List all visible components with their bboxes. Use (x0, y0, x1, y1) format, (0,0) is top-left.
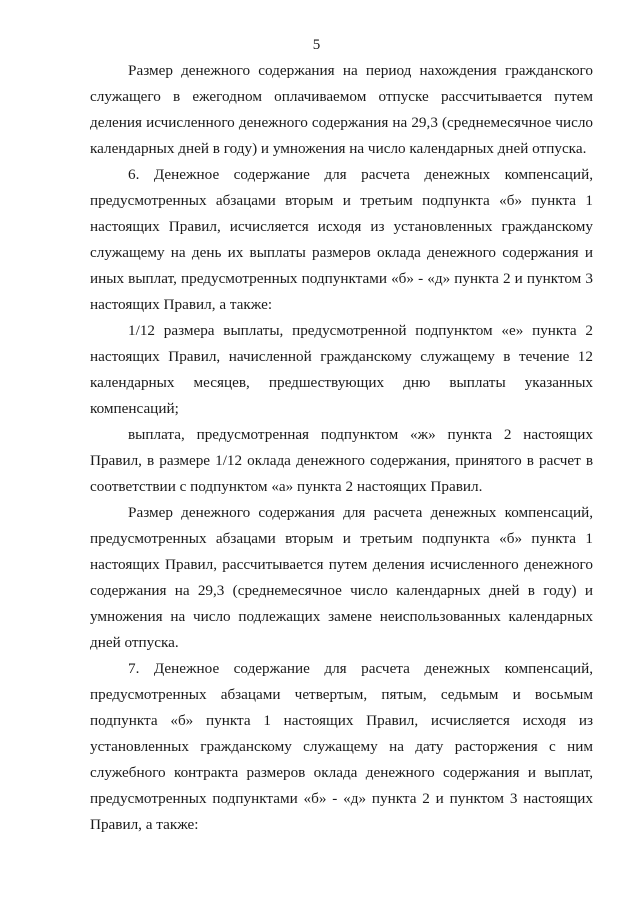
paragraph-item-6: 6. Денежное содержание для расчета денежных компенсаций, предусмотренных абзацами вторым и третьим подпункта «б» пункта 1 настоящих Правил, исчисляется исходя из установленных гражданскому служащему на день их выплаты размеров оклада денежного содержания и иных выплат, предусмотренных подпунктами «б» - «д» пункта 2 и пунктом 3 настоящих Правил, а также: (90, 166, 593, 313)
paragraph-payment-zh: выплата, предусмотренная подпунктом «ж» пункта 2 настоящих Правил, в размере 1/12 оклада денежного содержания, принятого в расчет в соответствии с подпунктом «а» пункта 2 настоящих Правил. (90, 426, 593, 495)
document-body (90, 58, 593, 838)
paragraph-compensation-calculation: Размер денежного содержания для расчета денежных компенсаций, предусмотренных абзацами вторым и третьим подпункта «б» пункта 1 настоящих Правил, рассчитывается путем деления исчисленного денежного содержания на 29,3 (среднемесячное число календарных дней в году) и умножения на число подлежащих замене неиспользованных календарных дней отпуска. (90, 504, 593, 651)
page-number: 5 (312, 37, 321, 53)
paragraph-item-7: 7. Денежное содержание для расчета денежных компенсаций, предусмотренных абзацами четвертым, пятым, седьмым и восьмым подпункта «б» пункта 1 настоящих Правил, исчисляется исходя из установленных гражданскому служащему на дату расторжения с ним служебного контракта размеров оклада денежного содержания и выплат, предусмотренных подпунктами «б» - «д» пункта 2 и пунктом 3 настоящих Правил, а также: (90, 660, 593, 833)
paragraph-one-twelfth-payment: 1/12 размера выплаты, предусмотренной подпунктом «е» пункта 2 настоящих Правил, начисленной гражданскому служащему в течение 12 календарных месяцев, предшествующих дню выплаты указанных компенсаций; (90, 322, 593, 417)
paragraph-salary-vacation: Размер денежного содержания на период нахождения гражданского служащего в ежегодном оплачиваемом отпуске рассчитывается путем деления исчисленного денежного содержания на 29,3 (среднемесячное число календарных дней в году) и умножения на число календарных дней отпуска. (90, 62, 593, 157)
